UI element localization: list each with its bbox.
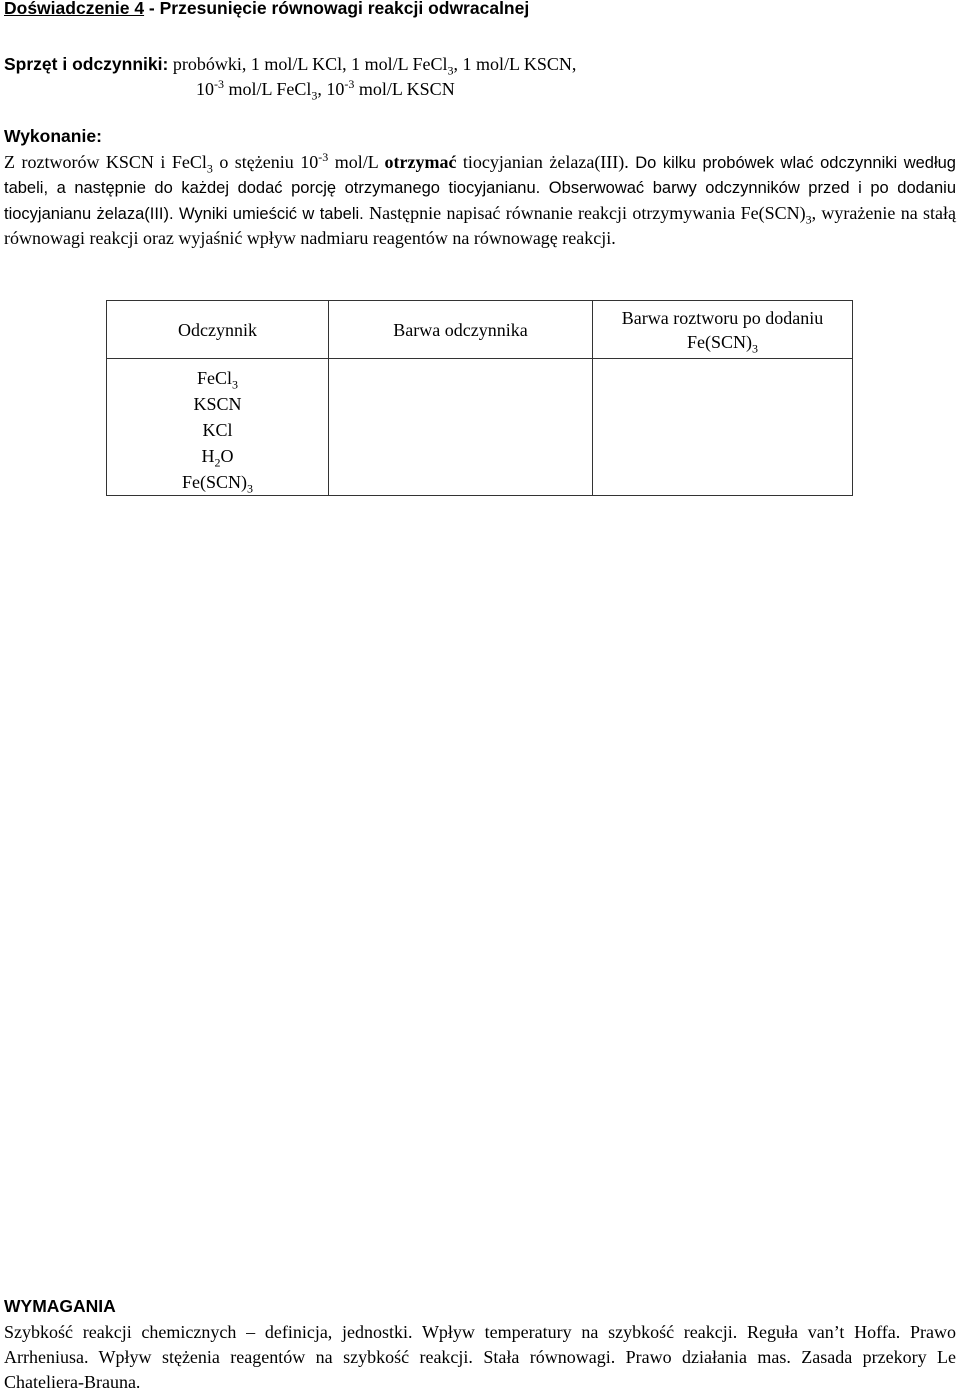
procedure-text: Następnie napisać równanie reakcji otrzymywania Fe(SCN) — [369, 202, 806, 223]
subscript: 3 — [247, 481, 253, 496]
equipment-text-f: mol/L KSCN — [354, 79, 455, 99]
procedure-paragraph — [4, 150, 956, 250]
table-header-row — [107, 301, 853, 359]
procedure-bold-text: otrzymać — [384, 152, 457, 172]
reagent-text: Fe(SCN) — [181, 472, 247, 492]
reagent-kscn: KSCN — [193, 394, 242, 414]
procedure-text: o stężeniu 10 — [212, 152, 319, 172]
equipment-line-1 — [4, 52, 576, 76]
procedure-text: tiocyjanian żelaza(III). — [456, 152, 636, 172]
procedure-label: Wykonanie: — [4, 126, 102, 146]
solution-color-cell[interactable] — [593, 359, 853, 496]
procedure-text: Z roztworów KSCN i FeCl — [4, 152, 207, 172]
header-solution-color-formula: Fe(SCN) — [686, 331, 752, 352]
equipment-line-2 — [196, 77, 455, 101]
subscript: 3 — [206, 161, 213, 176]
reagent-text: H — [201, 446, 215, 466]
experiment-heading — [4, 0, 529, 19]
header-solution-color — [593, 301, 853, 359]
reagent-color-cell[interactable] — [329, 359, 593, 496]
equipment-text-d: mol/L FeCl — [224, 79, 312, 99]
reagent-fecl3 — [107, 365, 328, 391]
requirements-label: WYMAGANIA — [4, 1296, 116, 1316]
experiment-label: Doświadczenie 4 — [4, 0, 145, 18]
subscript: 3 — [447, 63, 454, 78]
results-table — [106, 300, 853, 496]
subscript: 2 — [214, 455, 221, 470]
requirements-text: Szybkość reakcji chemicznych – definicja, jednostki. Wpływ temperatury na szybkość reakcji. Reguła van’t Hoffa. Prawo Arrheniusa. Wpływ stężenia reagentów na szybkość reakcji. Stała równowagi. Prawo działania mas. Zasada przekory Le Chateliera-Brauna. — [4, 1322, 956, 1392]
reagent-list — [107, 359, 329, 496]
superscript: -3 — [318, 150, 329, 164]
header-reagent — [107, 301, 329, 359]
header-reagent-color — [329, 301, 593, 359]
subscript: 3 — [311, 88, 318, 103]
heading-dash: - — [144, 0, 160, 18]
reagent-fescn3 — [107, 469, 328, 495]
equipment-label: Sprzęt i odczynniki: — [4, 54, 169, 74]
reagent-kcl: KCl — [202, 420, 233, 440]
experiment-title: Przesunięcie równowagi reakcji odwracalnej — [159, 0, 530, 18]
equipment-text-c: 10 — [196, 79, 214, 99]
procedure-text: , wyrażenie na stałą równowagi reakcji oraz wyjaśnić wpływ nadmiaru reagentów na równowagę reakcji. — [4, 202, 956, 248]
header-solution-color-label: Barwa roztworu po dodaniu — [621, 307, 824, 328]
superscript: -3 — [344, 77, 355, 91]
reagent-text: O — [220, 446, 234, 466]
equipment-text-a: probówki, 1 mol/L KCl, 1 mol/L FeCl — [168, 54, 448, 74]
reagent-h2o — [107, 443, 328, 469]
reagent-text: FeCl — [196, 368, 232, 388]
equipment-text-e: , 10 — [317, 79, 345, 99]
superscript: -3 — [214, 77, 224, 91]
subscript: 3 — [752, 341, 758, 356]
header-reagent-color-label: Barwa odczynnika — [393, 320, 528, 340]
equipment-text-b: , 1 mol/L KSCN, — [453, 54, 577, 74]
subscript: 3 — [805, 212, 812, 227]
table-row — [107, 359, 853, 496]
procedure-text: Do kilku probówek wlać odczynniki według tabeli, a następnie do każdej dodać porcję otrzymanego tiocyjanianu. Obserwować barwy odczynników przed i po dodaniu tiocyjanianu żelaza(III). Wyniki umieścić w tabeli. — [4, 154, 956, 223]
subscript: 3 — [232, 377, 238, 392]
header-reagent-label: Odczynnik — [178, 320, 257, 340]
procedure-text: mol/L — [328, 152, 385, 172]
